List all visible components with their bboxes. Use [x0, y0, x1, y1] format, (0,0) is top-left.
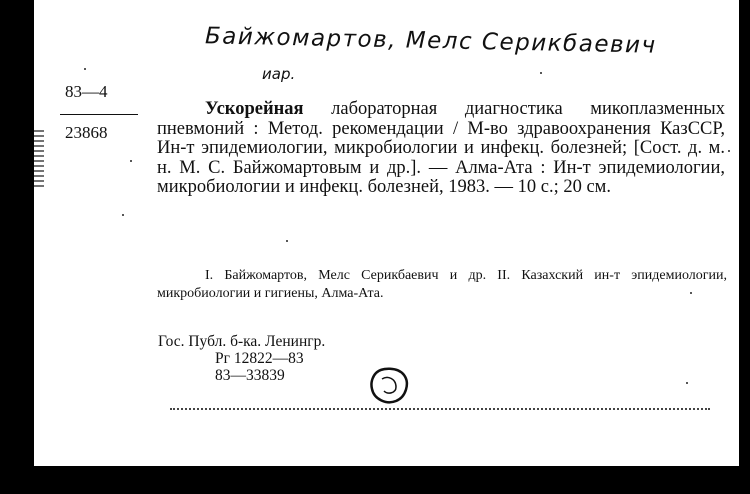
handwritten-note: иар. [262, 65, 296, 83]
call-number-divider [60, 114, 138, 115]
scan-edge-bottom [0, 466, 750, 494]
tracing-entries: I. Байжомартов, Мелс Серикбаевич и др. II. Казахский ин-т эпидемиологии, микробиологии и гигиены, Алма-Ата. [157, 268, 727, 301]
card-bottom-rule [170, 408, 710, 410]
title-bold: Ускорейная [205, 99, 304, 119]
speck [84, 68, 86, 70]
bibliographic-description [157, 100, 725, 198]
holder-line-2: Рг 12822—83 [215, 350, 304, 367]
scan-edge-left [0, 0, 34, 494]
description-text: лабораторная диагностика микоплазменных пневмоний : Метод. рекомендации / М-во здравоохранения КазССР, Ин-т эпидемиологии, микробиологии и инфекц. болезней; [Сост. д. м. н. М. С. Байжомартовым и др.]. — Алма-Ата : Ин-т эпидемиологии, микробиологии и инфекц. болезней, 1983. — 10 с.; 20 см. [157, 99, 725, 197]
library-stamp-icon [368, 365, 410, 405]
speck [540, 72, 542, 74]
speck [686, 382, 688, 384]
speck [690, 292, 692, 294]
speck [286, 240, 288, 242]
call-number-bottom: 23868 [65, 123, 108, 142]
speck [728, 150, 730, 152]
holding-library [158, 333, 325, 384]
scan-edge-right [739, 0, 750, 494]
speck [130, 160, 132, 162]
speck [122, 214, 124, 216]
holder-line-3: 83—33839 [215, 367, 285, 384]
handwritten-author-name: Байжомартов, Мелс Серикбаевич [204, 23, 657, 59]
holder-line-1: Гос. Публ. б-ка. Ленингр. [158, 333, 326, 350]
scan-noise [34, 130, 44, 190]
call-number-top: 83—4 [65, 82, 108, 101]
